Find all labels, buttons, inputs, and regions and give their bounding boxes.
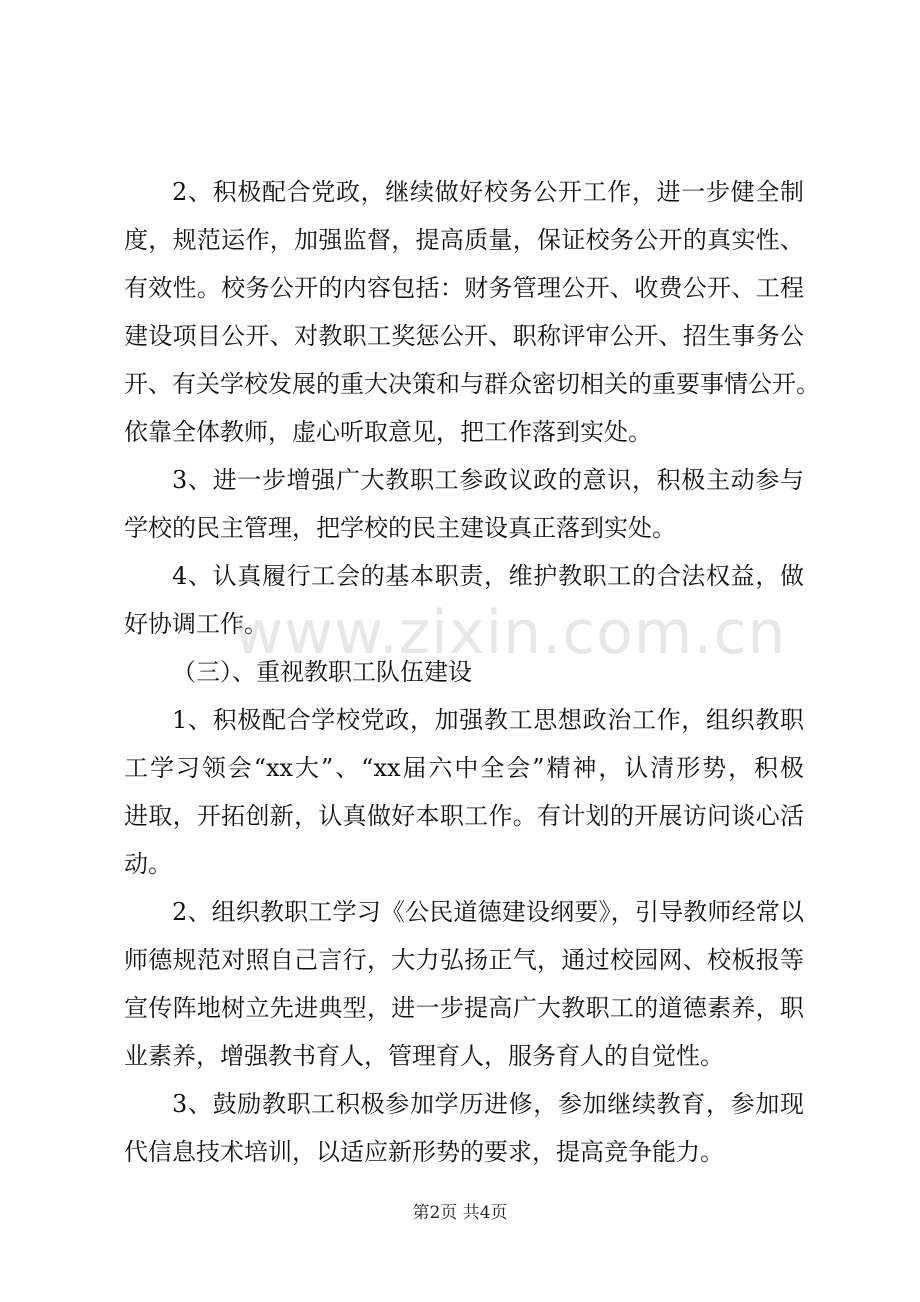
text-line: 学校的民主管理，把学校的民主建设真正落到实处。 [124,514,676,542]
text-line: 宣传阵地树立先进典型，进一步提高广大教职工的道德素养，职 [124,994,804,1022]
text-line: 1、积极配合学校党政，加强教工思想政治工作，组织教职 [172,706,804,734]
text-line: 业素养，增强教书育人，管理育人，服务育人的自觉性。 [124,1042,724,1070]
page-footer: 第2页 共4页 [412,1203,508,1223]
text-line: 2、积极配合党政，继续做好校务公开工作，进一步健全制 [172,178,804,206]
text-line: 开、有关学校发展的重大决策和与群众密切相关的重要事情公开。 [124,370,820,398]
text-line: 3、鼓励教职工积极参加学历进修，参加继续教育，参加现 [172,1090,804,1118]
text-line: 有效性。校务公开的内容包括：财务管理公开、收费公开、工程 [124,274,804,302]
watermark: www.zixin.com.cn [234,598,787,668]
section-heading: （三）、重视教职工队伍建设 [172,658,472,686]
text-line: 依靠全体教师，虚心听取意见，把工作落到实处。 [124,418,652,446]
text-line: 代信息技术培训，以适应新形势的要求，提高竞争能力。 [124,1138,724,1166]
text-line: 4、认真履行工会的基本职责，维护教职工的合法权益，做 [172,562,804,590]
text-line: 进取，开拓创新，认真做好本职工作。有计划的开展访问谈心活 [124,802,804,830]
text-line: 度，规范运作，加强监督，提高质量，保证校务公开的真实性、 [124,226,804,254]
text-line: 工学习领会“xx大”、“xx届六中全会”精神，认清形势，积极 [124,754,804,782]
text-line: 2、组织教职工学习《公民道德建设纲要》，引导教师经常以 [172,898,804,926]
text-line: 动。 [124,850,172,878]
text-line: 好协调工作。 [124,610,268,638]
text-line: 建设项目公开、对教职工奖惩公开、职称评审公开、招生事务公 [124,322,804,350]
text-line: 师德规范对照自己言行，大力弘扬正气，通过校园网、校板报等 [124,946,804,974]
text-line: 3、进一步增强广大教职工参政议政的意识，积极主动参与 [172,466,804,494]
